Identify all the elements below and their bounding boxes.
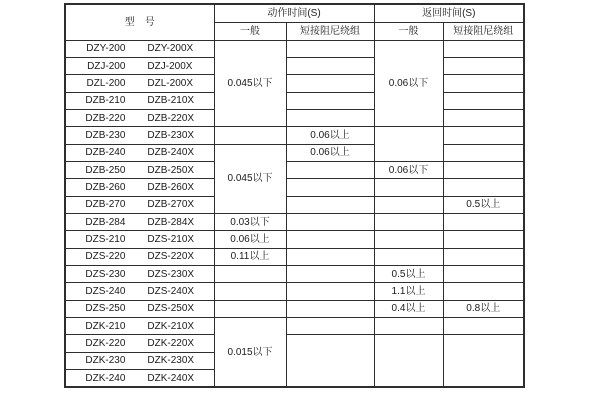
table-row <box>65 213 524 230</box>
model-cell <box>65 127 214 144</box>
model-name-x: DZK-240X <box>147 372 195 384</box>
value-cell-return-general: 1.1以上 <box>374 283 443 300</box>
model-name: DZB-260 <box>85 181 126 193</box>
model-name-x: DZB-210X <box>147 95 195 107</box>
empty-cell <box>286 57 374 74</box>
model-cell <box>65 144 214 161</box>
empty-cell <box>443 335 524 387</box>
empty-cell <box>374 196 443 213</box>
model-name-x: DZJ-200X <box>147 60 193 72</box>
empty-cell <box>374 213 443 230</box>
model-cell <box>65 75 214 92</box>
model-cell <box>65 92 214 109</box>
model-cell <box>65 161 214 178</box>
model-name-x: DZL-200X <box>147 77 193 89</box>
model-cell <box>65 370 214 387</box>
table-row <box>65 335 524 352</box>
empty-cell <box>443 318 524 335</box>
value-cell-action-general: 0.045以下 <box>214 40 286 127</box>
model-cell <box>65 352 214 369</box>
value-cell-action-damping: 0.06以上 <box>286 144 374 161</box>
empty-cell <box>286 300 374 317</box>
empty-cell <box>214 283 286 300</box>
empty-cell <box>443 283 524 300</box>
value-cell-action-general: 0.045以下 <box>214 144 286 213</box>
empty-cell <box>443 213 524 230</box>
empty-cell <box>443 109 524 126</box>
header-action-time: 动作时间(S) <box>214 4 374 22</box>
empty-cell <box>443 57 524 74</box>
empty-cell <box>443 161 524 178</box>
model-name-x: DZS-240X <box>147 285 195 297</box>
empty-cell <box>443 248 524 265</box>
model-cell <box>65 300 214 317</box>
model-cell <box>65 57 214 74</box>
empty-cell <box>286 161 374 178</box>
model-name-x: DZS-250X <box>147 303 195 315</box>
model-name: DZB-220 <box>85 112 126 124</box>
empty-cell <box>214 265 286 282</box>
empty-cell <box>286 40 374 57</box>
model-cell <box>65 179 214 196</box>
model-name: DZS-250 <box>85 303 126 315</box>
model-name: DZB-250 <box>85 164 126 176</box>
empty-cell <box>374 127 443 162</box>
model-name: DZS-220 <box>85 251 126 263</box>
model-name: DZK-220 <box>85 338 126 350</box>
table-row <box>65 283 524 300</box>
value-cell-return-general: 0.5以上 <box>374 265 443 282</box>
table-row <box>65 75 524 92</box>
model-name-x: DZB-284X <box>147 216 195 228</box>
header-model: 型 号 <box>65 4 214 40</box>
empty-cell <box>286 75 374 92</box>
model-name-x: DZB-230X <box>147 129 195 141</box>
model-name: DZK-210 <box>85 320 126 332</box>
empty-cell <box>286 335 374 387</box>
model-cell <box>65 213 214 230</box>
model-name-x: DZB-220X <box>147 112 195 124</box>
header-return-damping: 短接阻尼绕组 <box>443 22 524 40</box>
table-row <box>65 300 524 317</box>
empty-cell <box>374 248 443 265</box>
value-cell-return-general: 0.4以上 <box>374 300 443 317</box>
empty-cell <box>443 92 524 109</box>
header-return-time: 返回时间(S) <box>374 4 524 22</box>
model-name-x: DZK-210X <box>147 320 195 332</box>
empty-cell <box>443 231 524 248</box>
model-name-x: DZS-220X <box>147 251 195 263</box>
model-name-x: DZS-210X <box>147 233 195 245</box>
value-cell-return-general: 0.06以下 <box>374 40 443 127</box>
model-name: DZY-200 <box>86 43 126 55</box>
table-row <box>65 318 524 335</box>
model-name-x: DZY-200X <box>147 43 194 55</box>
empty-cell <box>443 127 524 144</box>
model-name: DZB-284 <box>85 216 126 228</box>
model-cell <box>65 265 214 282</box>
empty-cell <box>443 265 524 282</box>
empty-cell <box>443 179 524 196</box>
empty-cell <box>443 75 524 92</box>
model-cell <box>65 109 214 126</box>
empty-cell <box>286 283 374 300</box>
table-row <box>65 231 524 248</box>
model-cell <box>65 283 214 300</box>
model-name: DZS-240 <box>85 285 126 297</box>
empty-cell <box>286 196 374 213</box>
model-name: DZS-210 <box>85 233 126 245</box>
model-name: DZL-200 <box>86 77 126 89</box>
table-row <box>65 109 524 126</box>
table-row <box>65 196 524 213</box>
empty-cell <box>286 265 374 282</box>
model-cell <box>65 196 214 213</box>
empty-cell <box>286 213 374 230</box>
empty-cell <box>443 40 524 57</box>
empty-cell <box>286 318 374 335</box>
model-name: DZB-230 <box>85 129 126 141</box>
empty-cell <box>286 231 374 248</box>
model-cell <box>65 40 214 57</box>
model-name-x: DZB-270X <box>147 199 195 211</box>
model-name-x: DZB-260X <box>147 181 195 193</box>
empty-cell <box>286 92 374 109</box>
empty-cell <box>374 231 443 248</box>
empty-cell <box>443 144 524 161</box>
empty-cell <box>214 300 286 317</box>
header-row-groups <box>65 4 524 22</box>
table-row <box>65 161 524 178</box>
model-name: DZK-240 <box>85 372 126 384</box>
model-cell <box>65 248 214 265</box>
table-row <box>65 144 524 161</box>
model-cell <box>65 335 214 352</box>
model-name-x: DZK-220X <box>147 338 195 350</box>
value-cell-action-general: 0.11以上 <box>214 248 286 265</box>
empty-cell <box>214 127 286 144</box>
empty-cell <box>374 179 443 196</box>
table-row <box>65 179 524 196</box>
model-name: DZB-270 <box>85 199 126 211</box>
model-name: DZB-210 <box>85 95 126 107</box>
empty-cell <box>374 318 443 335</box>
header-return-general: 一般 <box>374 22 443 40</box>
table-row <box>65 127 524 144</box>
table-row <box>65 40 524 57</box>
empty-cell <box>286 179 374 196</box>
model-name-x: DZS-230X <box>147 268 195 280</box>
empty-cell <box>374 335 443 387</box>
table-row <box>65 57 524 74</box>
value-cell-action-damping: 0.06以上 <box>286 127 374 144</box>
header-action-general: 一般 <box>214 22 286 40</box>
model-name: DZS-230 <box>85 268 126 280</box>
model-cell <box>65 231 214 248</box>
model-name: DZB-240 <box>85 147 126 159</box>
empty-cell <box>286 109 374 126</box>
table-row <box>65 92 524 109</box>
model-name-x: DZB-250X <box>147 164 195 176</box>
value-cell-return-damping: 0.5以上 <box>443 196 524 213</box>
model-name: DZK-230 <box>85 355 126 367</box>
value-cell-action-general: 0.06以上 <box>214 231 286 248</box>
header-action-damping: 短接阻尼绕组 <box>286 22 374 40</box>
model-cell <box>65 318 214 335</box>
table-row <box>65 248 524 265</box>
value-cell-return-damping: 0.8以上 <box>443 300 524 317</box>
model-name: DZJ-200 <box>87 60 126 72</box>
value-cell-return-general: 0.06以下 <box>374 161 443 178</box>
value-cell-action-general: 0.03以下 <box>214 213 286 230</box>
spec-table <box>64 3 525 388</box>
model-name-x: DZK-230X <box>147 355 195 367</box>
model-name-x: DZB-240X <box>147 147 195 159</box>
value-cell-action-general: 0.015以下 <box>214 318 286 388</box>
empty-cell <box>286 248 374 265</box>
table-row <box>65 265 524 282</box>
